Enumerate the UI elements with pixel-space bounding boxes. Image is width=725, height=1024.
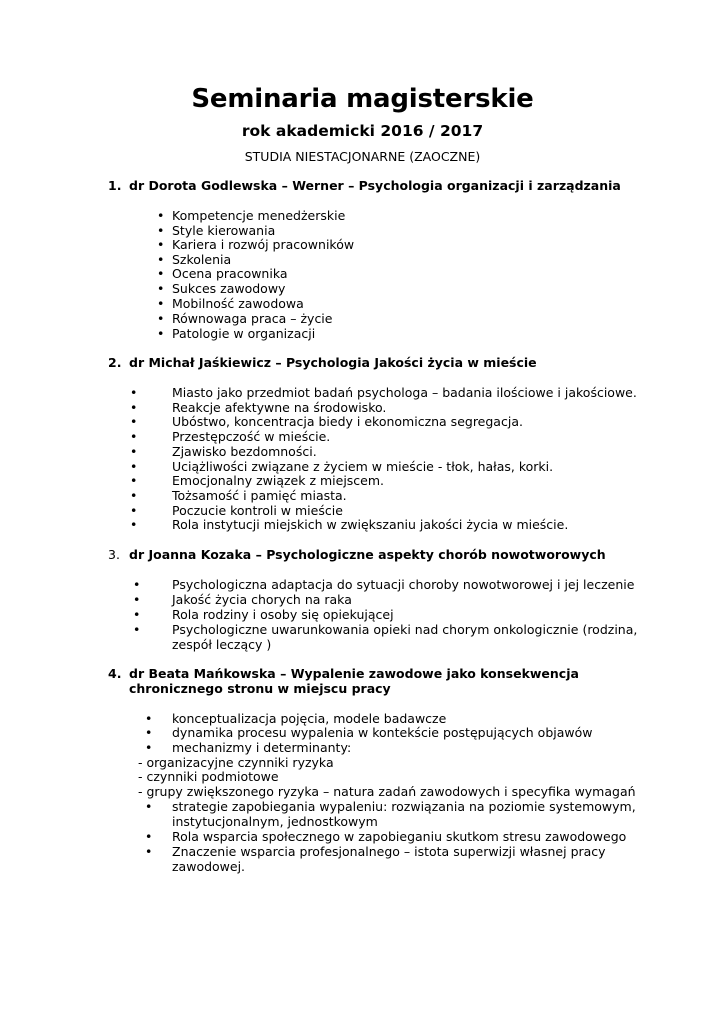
section-number: 2. bbox=[108, 355, 122, 370]
bullet-icon: • bbox=[130, 473, 138, 488]
bullet-icon: • bbox=[157, 208, 165, 223]
bullet-icon: • bbox=[145, 799, 153, 814]
list-item: Psychologiczna adaptacja do sytuacji choroby nowotworowej i jej leczenie bbox=[172, 577, 635, 592]
list-item: Mobilność zawodowa bbox=[172, 296, 304, 311]
bullet-icon: • bbox=[157, 223, 165, 238]
list-item: Znaczenie wsparcia profesjonalnego – istota superwizji własnej pracy bbox=[172, 844, 606, 859]
bullet-icon: • bbox=[157, 237, 165, 252]
section-number: 3. bbox=[108, 547, 120, 562]
list-item: Rola rodziny i osoby się opiekującej bbox=[172, 607, 394, 622]
academic-year: rok akademicki 2016 / 2017 bbox=[241, 122, 484, 140]
list-item: Ubóstwo, koncentracja biedy i ekonomiczna segregacja. bbox=[172, 414, 523, 429]
list-item: Emocjonalny związek z miejscem. bbox=[172, 473, 385, 488]
sub-item: - organizacyjne czynniki ryzyka bbox=[138, 755, 334, 770]
bullet-icon: • bbox=[130, 400, 138, 415]
list-item: Miasto jako przedmiot badań psychologa – badania ilościowe i jakościowe. bbox=[172, 385, 637, 400]
bullet-icon: • bbox=[157, 296, 165, 311]
section-heading bbox=[108, 547, 606, 562]
list-item: konceptualizacja pojęcia, modele badawcze bbox=[172, 711, 447, 726]
bullet-icon: • bbox=[133, 577, 141, 592]
section-heading bbox=[108, 178, 621, 193]
list-item: Style kierowania bbox=[172, 223, 276, 238]
list-item: Patologie w organizacji bbox=[172, 326, 316, 341]
bullet-icon: • bbox=[133, 607, 141, 622]
page-title: Seminaria magisterskie bbox=[191, 84, 534, 114]
list-item: Kompetencje menedżerskie bbox=[172, 208, 346, 223]
section-title: dr Dorota Godlewska – Werner – Psychologia organizacji i zarządzania bbox=[129, 178, 621, 193]
bullet-icon: • bbox=[133, 622, 141, 637]
bullet-icon: • bbox=[130, 444, 138, 459]
list-item: Rola instytucji miejskich w zwiększaniu jakości życia w mieście. bbox=[172, 517, 569, 532]
study-mode: STUDIA NIESTACJONARNE (ZAOCZNE) bbox=[244, 149, 481, 164]
bullet-icon: • bbox=[130, 459, 138, 474]
section-title: dr Michał Jaśkiewicz – Psychologia Jakości życia w mieście bbox=[129, 355, 537, 370]
section-title-continuation: chronicznego stronu w miejscu pracy bbox=[129, 681, 391, 696]
bullet-icon: • bbox=[157, 252, 165, 267]
list-item: strategie zapobiegania wypaleniu: rozwiązania na poziomie systemowym, bbox=[172, 799, 636, 814]
bullet-icon: • bbox=[145, 740, 153, 755]
bullet-icon: • bbox=[130, 414, 138, 429]
bullet-icon: • bbox=[145, 829, 153, 844]
bullet-icon: • bbox=[157, 266, 165, 281]
bullet-icon: • bbox=[157, 281, 165, 296]
bullet-icon: • bbox=[145, 711, 153, 726]
list-item: Uciążliwości związane z życiem w mieście - tłok, hałas, korki. bbox=[172, 459, 554, 474]
list-item-continuation: zawodowej. bbox=[172, 859, 246, 874]
sub-item: - czynniki podmiotowe bbox=[138, 769, 279, 784]
bullet-icon: • bbox=[130, 429, 138, 444]
section-title: dr Joanna Kozaka – Psychologiczne aspekty chorób nowotworowych bbox=[129, 547, 606, 562]
list-item: Zjawisko bezdomności. bbox=[172, 444, 317, 459]
list-item: Jakość życia chorych na raka bbox=[172, 592, 352, 607]
bullet-icon: • bbox=[133, 592, 141, 607]
bullet-icon: • bbox=[145, 844, 153, 859]
bullet-icon: • bbox=[130, 488, 138, 503]
bullet-icon: • bbox=[130, 503, 138, 518]
list-item-continuation: zespół leczący ) bbox=[172, 637, 272, 652]
list-item: Szkolenia bbox=[172, 252, 232, 267]
bullet-icon: • bbox=[157, 311, 165, 326]
section-number: 1. bbox=[108, 178, 122, 193]
list-item: Ocena pracownika bbox=[172, 266, 288, 281]
list-item: Równowaga praca – życie bbox=[172, 311, 333, 326]
section-title: dr Beata Mańkowska – Wypalenie zawodowe jako konsekwencja bbox=[129, 666, 579, 681]
sub-item: - grupy zwiększonego ryzyka – natura zadań zawodowych i specyfika wymagań bbox=[138, 784, 636, 799]
bullet-icon: • bbox=[130, 517, 138, 532]
section-heading bbox=[108, 355, 537, 370]
list-item: Sukces zawodowy bbox=[172, 281, 286, 296]
bullet-icon: • bbox=[145, 725, 153, 740]
list-item-continuation: instytucjonalnym, jednostkowym bbox=[172, 814, 378, 829]
list-item: Poczucie kontroli w mieście bbox=[172, 503, 343, 518]
list-item: Tożsamość i pamięć miasta. bbox=[172, 488, 347, 503]
list-item: Psychologiczne uwarunkowania opieki nad chorym onkologicznie (rodzina, bbox=[172, 622, 638, 637]
bullet-icon: • bbox=[130, 385, 138, 400]
list-item: Reakcje afektywne na środowisko. bbox=[172, 400, 387, 415]
list-item: mechanizmy i determinanty: bbox=[172, 740, 352, 755]
section-number: 4. bbox=[108, 666, 122, 681]
bullet-icon: • bbox=[157, 326, 165, 341]
list-item: Rola wsparcia społecznego w zapobieganiu skutkom stresu zawodowego bbox=[172, 829, 627, 844]
section-heading bbox=[108, 666, 579, 681]
list-item: dynamika procesu wypalenia w kontekście postępujących objawów bbox=[172, 725, 593, 740]
list-item: Kariera i rozwój pracowników bbox=[172, 237, 355, 252]
list-item: Przestępczość w mieście. bbox=[172, 429, 331, 444]
